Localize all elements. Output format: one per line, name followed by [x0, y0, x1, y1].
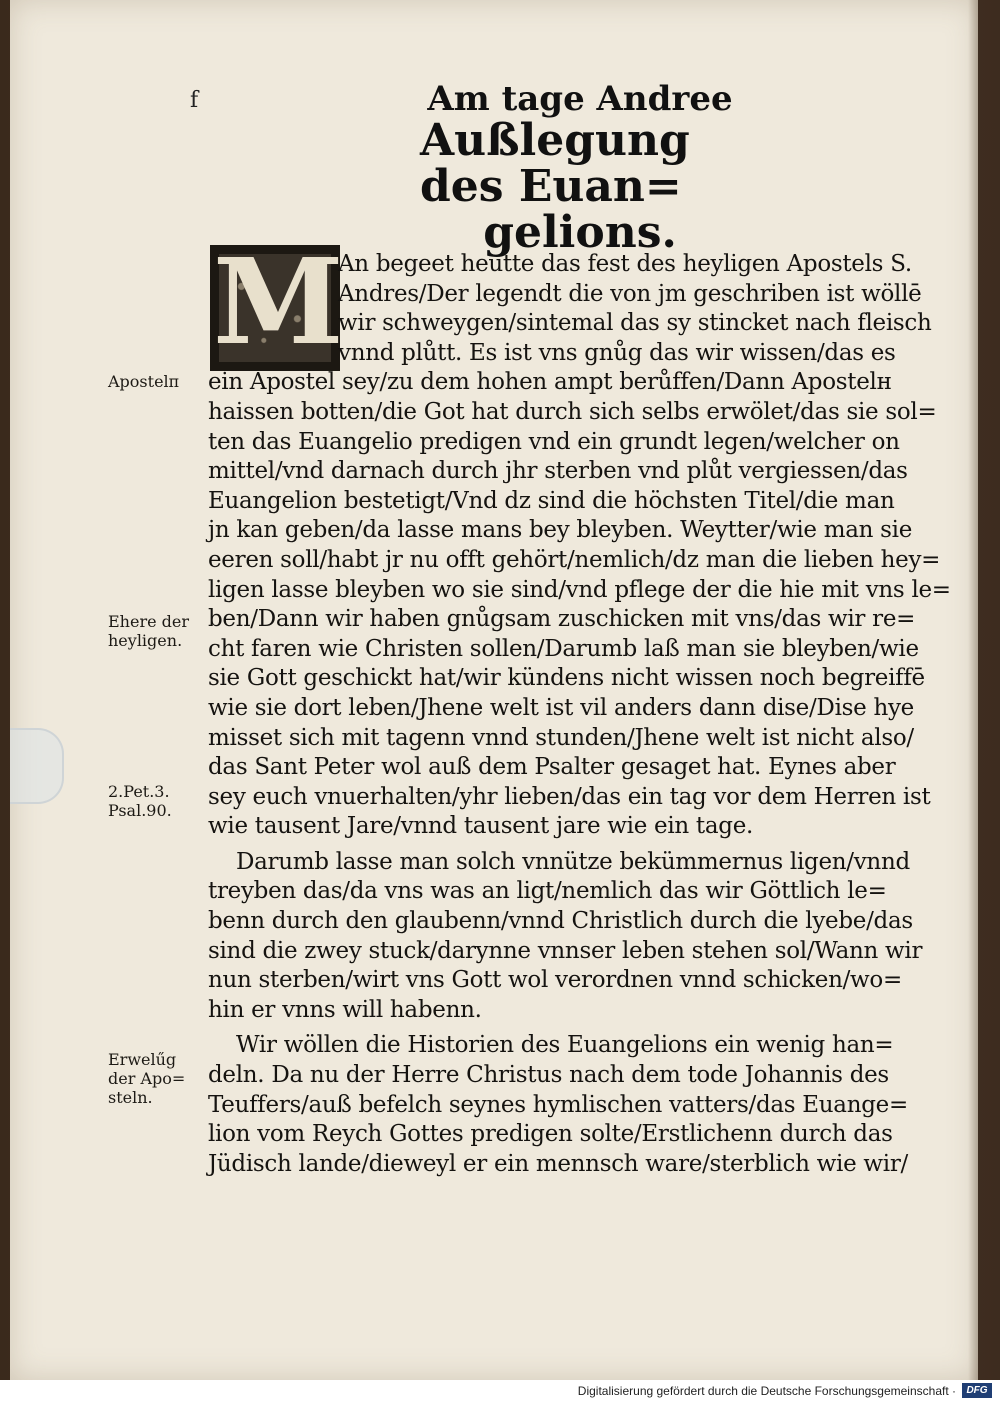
text-line: Darumb lasse man solch vnnütze bekümmernus ligen/vnnd: [236, 848, 910, 875]
text-line: treyben das/da vns was an ligt/nemlich das wir Göttlich le=: [208, 878, 887, 905]
footer-credit: Digitalisierung gefördert durch die Deutsche Forschungsgemeinschaft ·: [577, 1384, 956, 1398]
text-line: An begeet heutte das fest des heyligen Apostels S.: [338, 251, 912, 277]
text-line: Wir wöllen die Historien des Euangelions ein wenig han=: [236, 1032, 894, 1059]
text-line: mittel/vnd darnach durch jhr sterben vnd plůt vergiessen/das: [208, 458, 908, 485]
text-line: sind die zwey stuck/darynne vnnser leben stehen sol/Wann wir: [208, 937, 923, 964]
marginal-text: Ehere der: [108, 612, 190, 631]
text-line: wie sie dort leben/Jhene welt ist vil anders dann dise/Dise hye: [208, 694, 914, 721]
text-line: Jüdisch lande/dieweyl er ein mennsch ware/sterblich wie wir/: [208, 1150, 908, 1177]
marginal-text: der Apo=: [108, 1069, 186, 1088]
page-clip: [10, 728, 64, 804]
text-line: Teuffers/auß befelch seynes hymlischen vatters/das Euange=: [208, 1091, 908, 1118]
page-title: [380, 79, 780, 259]
text-line: haissen botten/die Got hat durch sich selbs erwölet/das sie sol=: [208, 398, 937, 425]
marginal-text: steln.: [108, 1088, 153, 1107]
marginal-text: Apostelп: [108, 372, 180, 391]
footer-bar: [0, 1380, 1000, 1402]
text-line: ein Apostel sey/zu dem hohen ampt berůffen/Dann Apostelн: [208, 369, 892, 396]
marginal-text: Psal.90.: [108, 801, 172, 820]
marginal-note-reference: [108, 782, 206, 820]
text-line: benn durch den glaubenn/vnnd Christlich durch die lyebe/das: [208, 908, 913, 935]
text-line: sey euch vnuerhalten/yhr lieben/das ein tag vor dem Herren ist: [208, 783, 931, 810]
dfg-logo: DFG: [962, 1383, 992, 1398]
text-line: wir schweygen/sintemal das sy stincket nach fleisch: [338, 310, 932, 337]
title-line-3: gelions.: [483, 207, 677, 259]
folio-mark: f: [190, 88, 199, 113]
text-line: ligen lasse bleyben wo sie sind/vnd pflege der die hie mit vns le=: [208, 576, 951, 603]
text-line: cht faren wie Christen sollen/Darumb laß man sie bleyben/wie: [208, 635, 919, 662]
title-line-1: Am tage Andree: [427, 79, 733, 119]
title-line-2: Außlegung des Euan=: [420, 114, 690, 212]
marginal-text: heyligen.: [108, 631, 183, 650]
text-line: sie Gott geschickt hat/wir kündens nicht wissen noch begreiffē: [208, 665, 925, 692]
text-line: nun sterben/wirt vns Gott wol verordnen vnnd schicken/wo=: [208, 967, 902, 994]
text-line: Andres/Der legendt die von jm geschriben ist wöllē: [338, 280, 922, 307]
text-line: lion vom Reych Gottes predigen solte/Erstlichenn durch das: [208, 1121, 893, 1148]
drop-cap-letter: M: [213, 232, 344, 371]
text-line: das Sant Peter wol auß dem Psalter gesaget hat. Eynes aber: [208, 754, 896, 781]
marginal-text: Erwelűg: [108, 1050, 177, 1069]
text-line: wie tausent Jare/vnnd tausent jare wie ein tage.: [208, 813, 754, 840]
marginal-note-election: [108, 1050, 206, 1107]
marginal-note-saints: [108, 612, 206, 650]
text-line: ben/Dann wir haben gnůgsam zuschicken mit vns/das wir re=: [208, 606, 916, 633]
body-text: [208, 250, 951, 1179]
text-line: vnnd plůtt. Es ist vns gnůg das wir wissen/das es: [338, 339, 896, 366]
text-line: misset sich mit tagenn vnnd stunden/Jhene welt ist nicht also/: [208, 724, 914, 751]
marginal-text: 2.Pet.3.: [108, 782, 170, 801]
text-line: jn kan geben/da lasse mans bey bleyben. Weytter/wie man sie: [208, 517, 913, 544]
text-line: Euangelion bestetigt/Vnd dz sind die höchsten Titel/die man: [208, 487, 895, 514]
text-line: eeren soll/habt jr nu offt gehört/nemlich/dz man die lieben hey=: [208, 546, 941, 573]
text-line: hin er vnns will habenn.: [208, 996, 482, 1023]
text-line: ten das Euangelio predigen vnd ein grundt legen/welcher on: [208, 428, 900, 455]
marginal-note-apostle: [108, 372, 206, 391]
text-line: deln. Da nu der Herre Christus nach dem tode Johannis des: [208, 1062, 889, 1089]
